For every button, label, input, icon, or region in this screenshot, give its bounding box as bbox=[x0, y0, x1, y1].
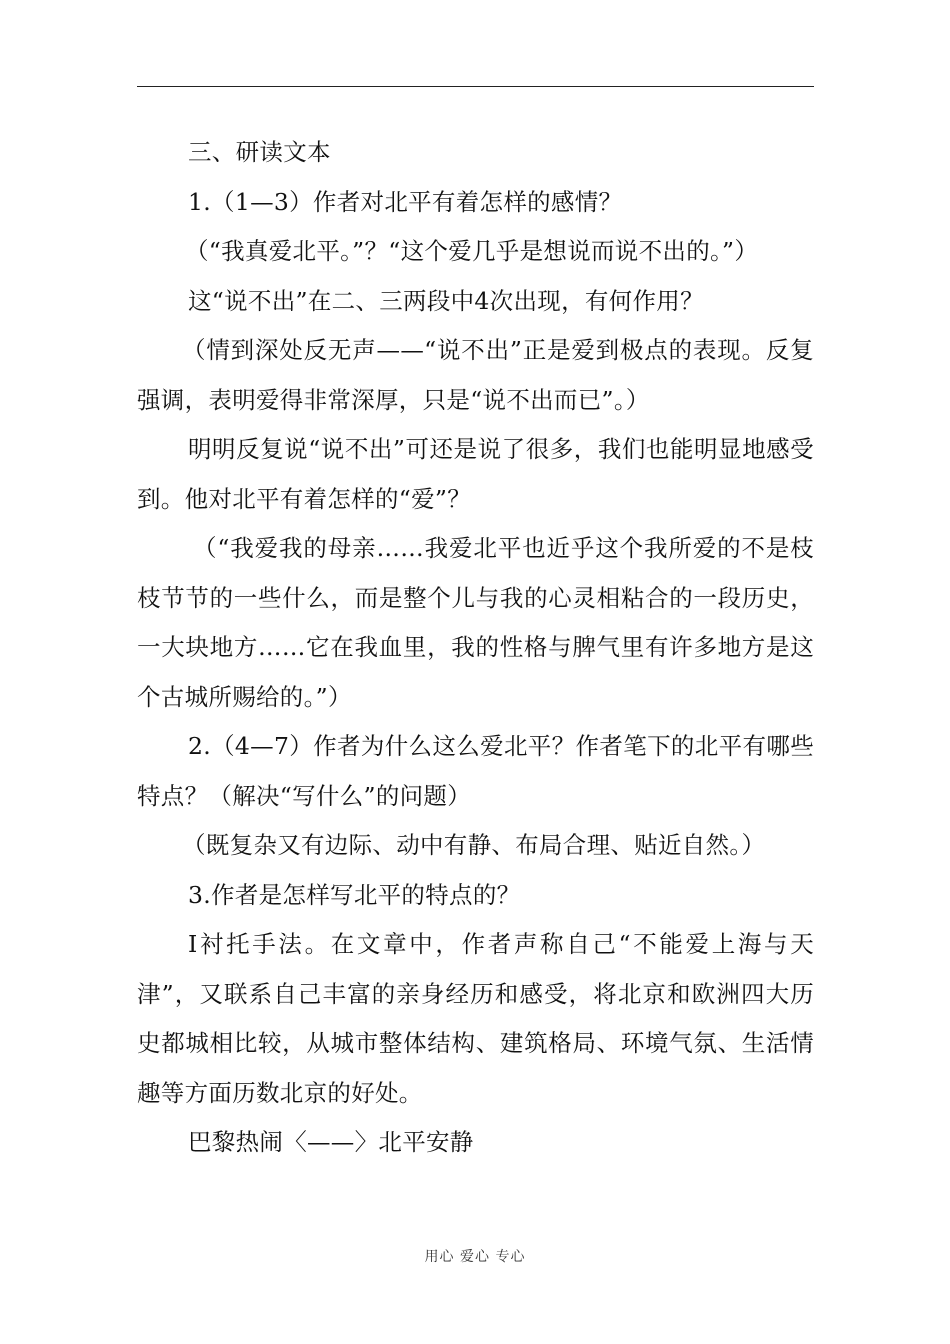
answer-1: （“我真爱北平。”？“这个爱几乎是想说而说不出的。”） bbox=[185, 237, 759, 265]
answer-2: （既复杂又有边际、动中有静、布局合理、贴近自然。） bbox=[182, 831, 766, 859]
answer-1-sub: （情到深处反无声——“说不出”正是爱到极点的表现。反复强调，表明爱得非常深厚，只是“说不出而已”。） bbox=[137, 336, 814, 414]
document-body bbox=[137, 128, 814, 1168]
header-rule bbox=[137, 86, 814, 87]
question-3: 3.作者是怎样写北平的特点的？ bbox=[188, 880, 521, 909]
question-2: 2.（4—7）作者为什么这么爱北平？作者笔下的北平有哪些特点？（解决“写什么”的问题） bbox=[137, 732, 814, 810]
section-heading: 三、研读文本 bbox=[188, 138, 331, 166]
answer-3-contrast: Ⅰ衬托手法。在文章中，作者声称自己“不能爱上海与天津”，又联系自己丰富的亲身经历和感受，将北京和欧洲四大历史都城相比较，从城市整体结构、建筑格局、环境气氛、生活情趣等方面历数北京的好处。 bbox=[137, 930, 814, 1107]
answer-1-love: （“我爱我的母亲……我爱北平也近乎这个我所爱的不是枝枝节节的一些什么，而是整个儿与我的心灵相粘合的一段历史，一大块地方……它在我血里，我的性格与脾气里有许多地方是这个古城所赐给的。”） bbox=[137, 534, 814, 711]
question-1: 1.（1—3）作者对北平有着怎样的感情？ bbox=[188, 187, 623, 216]
page-footer: 用心 爱心 专心 bbox=[424, 1249, 526, 1265]
question-1-sub: 这“说不出”在二、三两段中4次出现，有何作用？ bbox=[188, 286, 704, 315]
comparison-line: 巴黎热闹〈——〉北平安静 bbox=[188, 1128, 474, 1156]
question-1-love: 明明反复说“说不出”可还是说了很多，我们也能明显地感受到。他对北平有着怎样的“爱”？ bbox=[137, 435, 814, 513]
